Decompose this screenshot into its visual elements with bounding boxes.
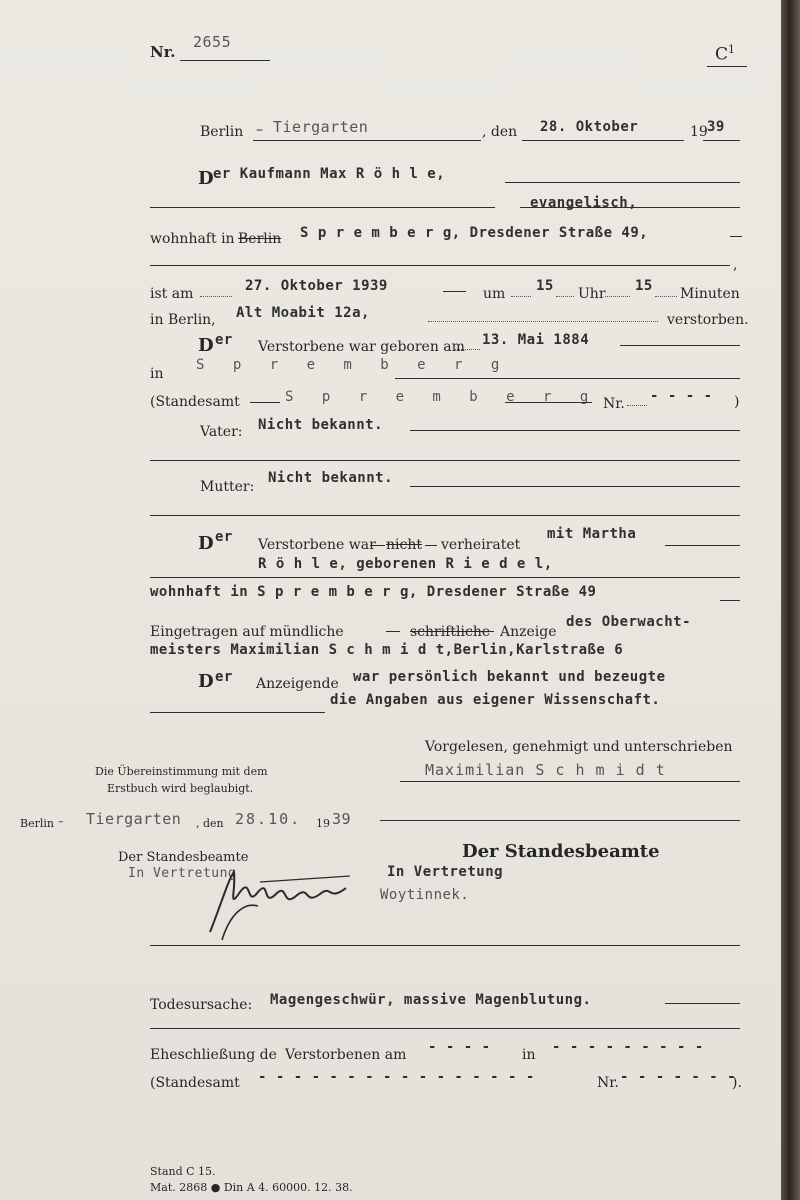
- certification-line-1: Die Übereinstimmung mit dem: [95, 765, 268, 778]
- civil-nr-value: - - - - - - -: [620, 1069, 737, 1085]
- marriage-prefix: D: [198, 533, 214, 554]
- book-spine: [781, 0, 800, 1200]
- mother-line: [410, 486, 740, 487]
- informant-prefix: D: [198, 671, 214, 692]
- marriage-dash-1: [370, 545, 385, 546]
- civil-nr-label: Nr.: [597, 1075, 619, 1091]
- uhr-label: Uhr: [578, 286, 606, 302]
- birth-date: 13. Mai 1884: [482, 332, 590, 348]
- cert-line: [380, 820, 740, 821]
- informant-line-4-lead: [150, 712, 325, 713]
- cause-label: Todesursache:: [150, 997, 253, 1013]
- record-date: 28. Oktober: [540, 119, 639, 135]
- year-prefix: 19: [690, 124, 708, 140]
- register-code-underline: [707, 66, 747, 67]
- verstorben-label: verstorben.: [667, 312, 749, 328]
- informant-line-4: die Angaben aus eigener Wissenschaft.: [330, 692, 661, 708]
- deceased-name: er Kaufmann Max R ö h l e,: [213, 166, 446, 182]
- married-to: mit Martha: [547, 526, 637, 542]
- birth-prefix: D: [198, 335, 214, 356]
- minute-dots: [605, 296, 630, 297]
- birth-nr: - - - -: [650, 388, 713, 404]
- residence-value: S p r e m b e r g, Dresdener Straße 49,: [300, 225, 649, 241]
- address-dots: [428, 321, 658, 322]
- registrar-line: [150, 945, 740, 946]
- birth-date-line: [620, 345, 740, 346]
- civil-close: ).: [732, 1075, 742, 1091]
- nr-underline: [180, 60, 270, 61]
- informant-known: war persönlich bekannt und bezeugte: [353, 669, 666, 685]
- cause-line: [665, 1003, 740, 1004]
- record-year: 39: [707, 119, 725, 135]
- eingetragen-label: Eingetragen auf mündliche: [150, 624, 344, 640]
- death-address: Alt Moabit 12a,: [236, 305, 370, 321]
- cert-dash: –: [58, 815, 64, 828]
- standesamt-dash: [250, 402, 280, 403]
- cert-year-prefix: 19: [316, 817, 330, 830]
- district: Tiergarten: [273, 118, 369, 136]
- death-date-line: [443, 291, 466, 292]
- form-code: Stand C 15.: [150, 1165, 216, 1178]
- father-line: [410, 430, 740, 431]
- informant-dash-2: [480, 631, 494, 632]
- entry-number: 2655: [193, 33, 232, 51]
- death-date-dots: [200, 296, 232, 297]
- death-minutes: 15: [635, 278, 653, 294]
- city-dash: –: [256, 122, 263, 138]
- death-date: 27. Oktober 1939: [245, 278, 388, 294]
- birth-nr-dots: [627, 405, 647, 406]
- birth-place: S p r e m b e r g: [196, 357, 510, 373]
- date-line: [522, 140, 684, 141]
- civil-marriage-date: - - - -: [428, 1039, 491, 1055]
- civil-marriage-label-2: Verstorbenen am: [285, 1047, 407, 1063]
- father-value: Nicht bekannt.: [258, 417, 384, 433]
- standesamt-line: [505, 402, 592, 403]
- religion-line-left: [150, 207, 495, 208]
- verheiratet-label: verheiratet: [441, 537, 521, 553]
- cert-city: Berlin: [20, 817, 54, 830]
- religion: evangelisch,: [530, 195, 638, 211]
- signature-line: [400, 781, 740, 782]
- in-berlin-label: in Berlin,: [150, 312, 216, 328]
- um-label: um: [483, 286, 506, 302]
- vorgelesen-label: Vorgelesen, genehmigt und unterschrieben: [425, 739, 733, 755]
- marriage-dash-2: [425, 545, 437, 546]
- registrar-deputy: In Vertretung: [387, 864, 504, 880]
- spouse-line: [150, 577, 740, 578]
- cause-value: Magengeschwür, massive Magenblutung.: [270, 992, 592, 1008]
- civil-marriage-label: Eheschließung de: [150, 1047, 277, 1063]
- civil-standesamt-value: - - - - - - - - - - - - - - - -: [258, 1069, 535, 1085]
- birth-dots: [455, 349, 480, 350]
- cert-den: , den: [196, 817, 224, 830]
- birth-standesamt: S p r e m b e r g: [285, 389, 599, 405]
- birth-prefix-typed: er: [215, 332, 233, 348]
- informant-signature: Maximilian S c h m i d t: [425, 761, 666, 779]
- anzeigende-label: Anzeigende: [256, 676, 339, 692]
- district-line: [253, 140, 481, 141]
- registrar-title: Der Standesbeamte: [462, 841, 660, 862]
- residence-line: [730, 236, 742, 237]
- birth-label: Verstorbene war geboren am: [258, 339, 465, 355]
- birth-nr-label: Nr.: [603, 396, 625, 412]
- civil-standesamt-label: (Standesamt: [150, 1075, 240, 1091]
- mother-value: Nicht bekannt.: [268, 470, 394, 486]
- father-line-2: [150, 460, 740, 461]
- informant-line-2: meisters Maximilian S c h m i d t,Berlin,Karlstraße 6: [150, 642, 624, 658]
- cert-district: Tiergarten: [86, 810, 182, 828]
- name-line: [505, 182, 740, 183]
- nr-label: Nr.: [150, 43, 176, 61]
- spouse-name: R ö h l e, geborenen R i e d e l,: [258, 556, 553, 572]
- residence-label: wohnhaft in: [150, 231, 235, 247]
- minuten-label: Minuten: [680, 286, 740, 302]
- religion-line-right: [520, 207, 740, 208]
- city-label: Berlin: [200, 124, 244, 140]
- cert-deputy: In Vertretung: [128, 866, 237, 881]
- year-line: [703, 140, 740, 141]
- minute-dots-2: [655, 296, 677, 297]
- handwritten-signature: [200, 862, 360, 942]
- hour-dots-2: [556, 296, 574, 297]
- informant-dash-1: [386, 631, 400, 632]
- register-code: $C^1$: [715, 43, 736, 65]
- ist-am-label: ist am: [150, 286, 194, 302]
- certification-line-2: Erstbuch wird beglaubigt.: [107, 782, 254, 795]
- cause-line-2: [150, 1028, 740, 1029]
- civil-marriage-in: in: [522, 1047, 536, 1063]
- residence-struck: Berlin: [238, 231, 282, 247]
- anzeige-label: Anzeige: [500, 624, 557, 640]
- deceased-prefix: D: [198, 168, 214, 189]
- informant-prefix-typed: er: [215, 669, 233, 685]
- birth-in-label: in: [150, 366, 164, 382]
- verstorbene-war: Verstorbene war: [258, 537, 376, 553]
- marriage-struck: nicht: [386, 537, 422, 553]
- spouse-residence-line: [720, 600, 740, 601]
- birth-place-line: [395, 378, 740, 379]
- death-hour: 15: [536, 278, 554, 294]
- informant-struck: schriftliche: [410, 624, 491, 640]
- hour-dots: [511, 296, 531, 297]
- print-info: Mat. 2868 ● Din A 4. 60000. 12. 38.: [150, 1181, 353, 1194]
- birth-close: ): [734, 394, 740, 410]
- registrar-name: Woytinnek.: [380, 887, 470, 903]
- standesamt-label: (Standesamt: [150, 394, 240, 410]
- father-label: Vater:: [200, 424, 243, 440]
- mother-line-2: [150, 515, 740, 516]
- mother-label: Mutter:: [200, 479, 255, 495]
- residence-line-2: [150, 265, 730, 266]
- cert-date: 28.10.: [235, 810, 302, 828]
- cert-year: 39: [332, 810, 352, 828]
- marriage-prefix-typed: er: [215, 529, 233, 545]
- spouse-residence: wohnhaft in S p r e m b e r g, Dresdener Straße 49: [150, 584, 597, 600]
- civil-marriage-place: - - - - - - - - -: [552, 1039, 704, 1055]
- residence-comma: ,: [733, 257, 738, 273]
- informant-des: des Oberwacht-: [566, 614, 692, 630]
- married-to-line: [665, 545, 740, 546]
- den-label: , den: [482, 124, 518, 140]
- cert-official: Der Standesbeamte: [118, 850, 249, 865]
